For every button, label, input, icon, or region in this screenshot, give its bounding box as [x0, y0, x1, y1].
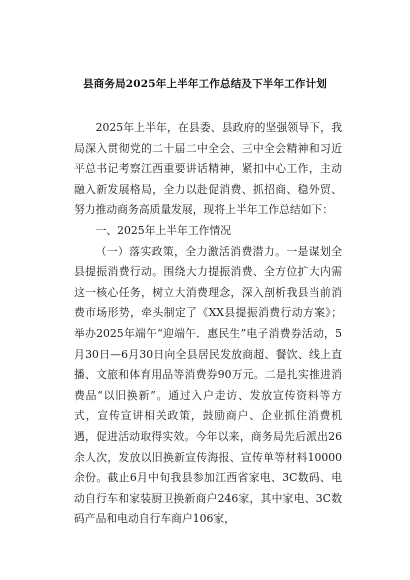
- document-title: 县商务局2025年上半年工作总结及下半年工作计划: [82, 78, 328, 90]
- section-heading: 一、2025年上半年工作情况: [95, 223, 232, 237]
- document-body: [74, 118, 342, 530]
- intro-paragraph: 2025年上半年，在县委、县政府的坚强领导下，我局深入贯彻党的二十届二中全会、三中全会精神和习近平总书记考察江西重要讲话精神，紧扣中心工作，主动融入新发展格局，全力以赴促消费、抓招商、稳外贸、努力推动商务高质量发展，现将上半年工作总结如下：: [74, 121, 342, 217]
- body-paragraph: （一）落实政策，全力激活消费潜力。一是谋划全县提振消费行动。围绕大力提振消费、全方位扩大内需这一核心任务，树立大消费理念，深入剖析我县当前消费市场形势，牵头制定了《XX县提振消费行动方案》；举办2025年端午“迎端午．惠民生”电子消费券活动，5月30日—6月30日向全县居民发放商超、餐饮、线上直播、文旅和体育用品等消费券90万元。二是扎实推进消费品“以旧换新”。通过入户走访、发放宣传资料等方式，宣传宣讲相关政策，鼓励商户、企业抓住消费机遇，促进活动取得实效。今年以来，商务局先后派出26余人次，发放以旧换新宣传海报、宣传单等材料10000余份。截止6月中旬我县参加江西省家电、3C数码、电动自行车和家装厨卫换新商户246家，其中家电、3C数码产品和电动自行车商户106家，: [74, 244, 342, 526]
